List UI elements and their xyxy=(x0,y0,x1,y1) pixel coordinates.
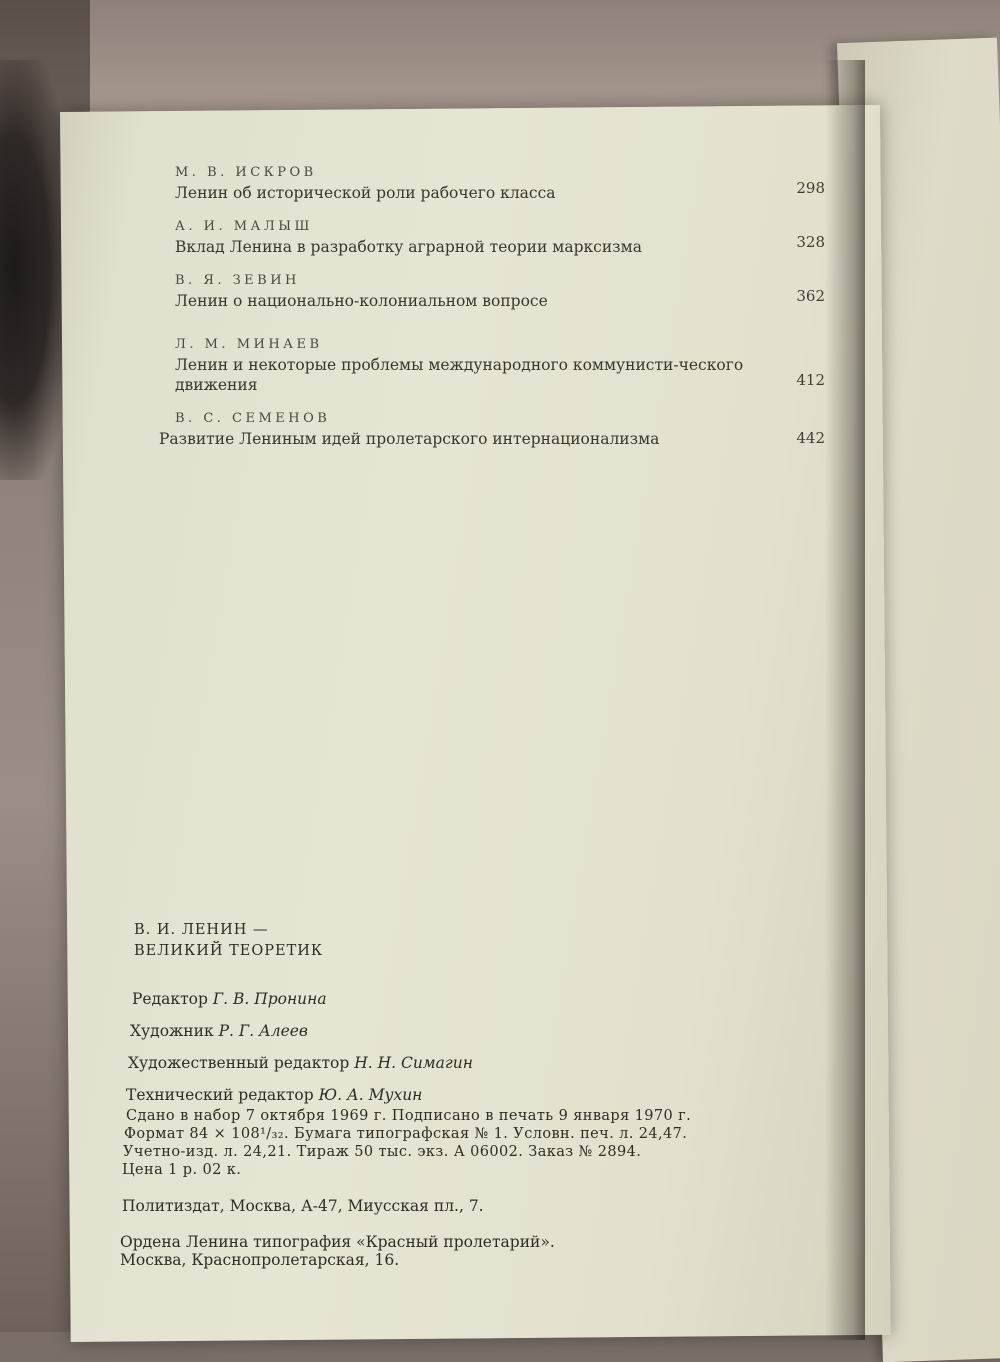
artist-name: Р. Г. Алеев xyxy=(218,1022,308,1040)
toc-title: Ленин и некоторые проблемы международного коммунисти-ческого движения xyxy=(175,356,744,394)
publisher-line: Политиздат, Москва, А-47, Миусская пл., 7. xyxy=(122,1197,484,1215)
tech-editor-label: Технический редактор xyxy=(126,1086,314,1104)
toc-author: Л. М. МИНАЕВ xyxy=(175,337,323,352)
tech-editor-name: Ю. А. Мухин xyxy=(318,1086,423,1104)
printer-line-1: Ордена Ленина типография «Красный пролетарий». xyxy=(120,1233,555,1251)
toc-entry xyxy=(175,273,835,311)
art-editor-name: Н. Н. Симагин xyxy=(354,1054,473,1072)
toc-entry xyxy=(175,219,835,257)
artist-line xyxy=(130,1022,880,1040)
art-editor-line xyxy=(128,1054,880,1072)
print-info-line-4: Цена 1 р. 02 к. xyxy=(122,1162,242,1178)
toc-author: А. И. МАЛЫШ xyxy=(175,219,313,234)
toc-page-number: 442 xyxy=(796,429,825,447)
toc-title: Вклад Ленина в разработку аграрной теории марксизма xyxy=(175,238,642,256)
art-editor-label: Художественный редактор xyxy=(128,1054,350,1072)
toc-author: М. В. ИСКРОВ xyxy=(175,165,317,180)
editor-label: Редактор xyxy=(132,990,208,1008)
toc-title: Ленин о национально-колониальном вопросе xyxy=(175,292,548,310)
editor-line xyxy=(132,990,880,1008)
editor-name: Г. В. Пронина xyxy=(212,990,327,1008)
toc-page-number: 362 xyxy=(796,287,825,305)
toc-entry xyxy=(175,337,835,395)
toc-page-number: 328 xyxy=(796,233,825,251)
toc-entry xyxy=(175,165,835,203)
table-of-contents xyxy=(159,165,835,465)
tech-editor-line xyxy=(126,1086,880,1104)
toc-title: Развитие Лениным идей пролетарского интернационализма xyxy=(159,430,660,448)
toc-author: В. С. СЕМЕНОВ xyxy=(175,411,331,426)
print-info-line-1: Сдано в набор 7 октября 1969 г. Подписано в печать 9 января 1970 г. xyxy=(126,1108,692,1124)
print-info-line-2: Формат 84 × 108¹/₃₂. Бумага типографская № 1. Условн. печ. л. 24,47. xyxy=(124,1126,688,1142)
artist-label: Художник xyxy=(130,1022,214,1040)
toc-page-number: 298 xyxy=(796,179,825,197)
toc-entry xyxy=(159,411,835,449)
printer-line-2: Москва, Краснопролетарская, 16. xyxy=(120,1251,400,1269)
print-info-line-3: Учетно-изд. л. 24,21. Тираж 50 тыс. экз. А 06002. Заказ № 2894. xyxy=(123,1144,642,1160)
toc-title: Ленин об исторической роли рабочего класса xyxy=(175,184,556,202)
book-title-line-2: ВЕЛИКИЙ ТЕОРЕТИК xyxy=(134,943,324,959)
book-title-line-1: В. И. ЛЕНИН — xyxy=(134,922,269,938)
toc-page-number: 412 xyxy=(796,371,825,389)
toc-author: В. Я. ЗЕВИН xyxy=(175,273,300,288)
imprint-block xyxy=(120,920,880,1269)
